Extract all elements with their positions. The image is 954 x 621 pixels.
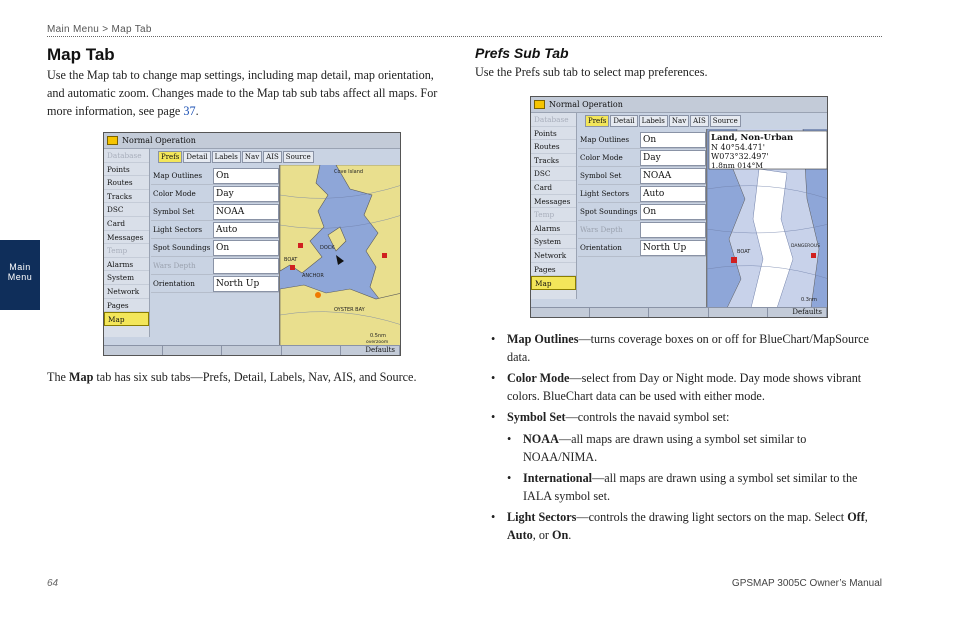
menu-item-pages[interactable]: Pages (104, 299, 149, 313)
nautical-chart-2 (707, 129, 828, 308)
chart-map-view-2 (706, 129, 828, 308)
bullet-bold: Map Outlines (507, 332, 579, 346)
manual-title: GPSMAP 3005C Owner’s Manual (731, 578, 882, 589)
bullet-noaa: • NOAA—all maps are drawn using a symbol set similar to NOAA/NIMA. (507, 432, 807, 464)
menu-item-routes[interactable]: Routes (104, 176, 149, 190)
setting-value-field[interactable]: On (213, 240, 279, 256)
setting-label: Light Sectors (580, 189, 630, 198)
setting-value-field[interactable]: On (640, 132, 706, 148)
screen-title-2: Normal Operation (549, 100, 623, 109)
setting-value-field[interactable]: North Up (640, 240, 706, 256)
softkey-1[interactable] (104, 346, 163, 355)
tab-detail[interactable]: Detail (183, 151, 210, 163)
section-subtitle: Prefs Sub Tab (475, 45, 569, 61)
page-number: 64 (47, 578, 59, 589)
chart-scale-label: 0.3nm (801, 297, 817, 303)
intro-text: Use the Map tab to change map settings, including map detail, map orientation, and automatic zoom. Changes made to the Map tab sub tabs affect all maps. For more information, see page (47, 68, 438, 118)
tab-labels[interactable]: Labels (639, 115, 668, 127)
chart-info-title: Land, Non-Urban (711, 133, 794, 143)
setting-label: Color Mode (580, 153, 623, 162)
setting-row (578, 203, 706, 221)
setting-label: Map Outlines (580, 135, 630, 144)
menu-item-pages[interactable]: Pages (531, 263, 576, 277)
softkey-2[interactable] (163, 346, 222, 355)
intro-paragraph (47, 66, 447, 120)
map-label-place2: DOCK (320, 245, 335, 251)
side-tab-line-2: Menu (7, 272, 33, 282)
bullet-bold: Symbol Set (507, 410, 566, 424)
menu-item-map[interactable]: Map (104, 312, 149, 326)
nautical-chart (280, 165, 401, 346)
bullet-text: —turns coverage boxes on or off for BlueChart/MapSource data. (507, 332, 869, 364)
bullet-text: , (864, 510, 868, 524)
softkey-1b[interactable] (531, 308, 590, 317)
bullet-light-sectors: • Light Sectors—controls the drawing light sectors on the map. Select Off, Auto, or On. (491, 510, 868, 542)
page-link[interactable]: 37 (183, 104, 196, 118)
menu-item-database[interactable]: Database (104, 149, 149, 163)
screen-title-bar-2 (531, 97, 827, 113)
map-label-place3: BOAT (284, 257, 298, 263)
setting-row (151, 221, 279, 239)
breadcrumb: Main Menu > Map Tab (47, 24, 152, 35)
chart-label-boat: BOAT (737, 249, 751, 255)
screen-settings-2 (578, 131, 706, 257)
softkey-3[interactable] (222, 346, 281, 355)
map-label-place4: ANCHOR (302, 273, 324, 279)
bullet-bold: Auto (507, 528, 533, 542)
chart-info-lon: W073°32.497' (711, 152, 769, 161)
side-tab-line-1: Main (9, 262, 31, 272)
bullet-international: • International—all maps are drawn using a symbol set similar to the IALA symbol set. (507, 471, 858, 503)
folder-icon (107, 136, 118, 145)
map-label-place1: Cove Island (334, 169, 364, 175)
bullet-bold: NOAA (523, 432, 559, 446)
setting-label: Map Outlines (153, 171, 203, 180)
menu-item-system[interactable]: System (531, 235, 576, 249)
setting-value-field[interactable]: On (213, 168, 279, 184)
tabs-caption (47, 368, 467, 386)
setting-value-field[interactable]: Auto (640, 186, 706, 202)
setting-value-field[interactable]: NOAA (213, 204, 279, 220)
defaults-softkey[interactable]: Defaults (341, 346, 400, 355)
menu-item-points[interactable]: Points (531, 127, 576, 141)
setting-label: Wars Depth (153, 261, 196, 270)
setting-row (151, 239, 279, 257)
setting-value-field[interactable]: Day (640, 150, 706, 166)
screen-sub-tabs (158, 151, 314, 163)
screen-sub-tabs-2 (585, 115, 741, 127)
page-title: Map Tab (47, 45, 115, 64)
bullet-text: , or (532, 528, 553, 542)
menu-item-temp[interactable]: Temp (104, 244, 149, 258)
bullet-text: —select from Day or Night mode. Day mode shows vibrant colors. BlueChart data can be used with either mode. (507, 371, 862, 403)
screen-main-menu-2 (531, 113, 577, 299)
menu-item-points[interactable]: Points (104, 163, 149, 177)
tab-source[interactable]: Source (283, 151, 314, 163)
setting-row (151, 275, 279, 293)
softkey-2b[interactable] (590, 308, 649, 317)
setting-label: Spot Soundings (580, 207, 638, 216)
setting-value-field[interactable]: Auto (213, 222, 279, 238)
setting-row (578, 239, 706, 257)
menu-item-card[interactable]: Card (104, 217, 149, 231)
chart-map-view (279, 165, 401, 346)
screenshot-map-prefs-zoomed (530, 96, 828, 318)
screen-softkeys-2 (531, 307, 827, 317)
screen-title-bar (104, 133, 400, 149)
setting-label: Symbol Set (153, 207, 195, 216)
bullet-symbol-set: • Symbol Set—controls the navaid symbol set: (491, 410, 730, 424)
setting-value-field[interactable] (640, 222, 706, 238)
setting-row (151, 203, 279, 221)
setting-label: Orientation (153, 279, 195, 288)
bullet-bold: Light Sectors (507, 510, 577, 524)
menu-item-network[interactable]: Network (531, 249, 576, 263)
bullet-map-outlines: • Map Outlines—turns coverage boxes on or off for BlueChart/MapSource data. (491, 332, 869, 364)
bullet-bold: On (552, 528, 569, 542)
menu-item-tracks[interactable]: Tracks (531, 154, 576, 168)
map-zoom-label: overzoom (366, 340, 389, 345)
menu-item-dsc[interactable]: DSC (531, 167, 576, 181)
intro-end: . (195, 104, 199, 118)
tab-nav[interactable]: Nav (242, 151, 262, 163)
bullet-bold: International (523, 471, 593, 485)
bullet-text: —controls the drawing light sectors on the map. Select (576, 510, 848, 524)
tab-labels[interactable]: Labels (212, 151, 241, 163)
setting-row (151, 257, 279, 275)
setting-label: Light Sectors (153, 225, 203, 234)
prefs-intro: Use the Prefs sub tab to select map preferences. (475, 65, 708, 79)
setting-row (578, 185, 706, 203)
menu-item-messages[interactable]: Messages (531, 195, 576, 209)
setting-row (578, 149, 706, 167)
menu-item-system[interactable]: System (104, 271, 149, 285)
screenshot-map-prefs-wide (103, 132, 401, 356)
chart-label-danger: DANGEROUS (791, 244, 820, 249)
folder-icon-2 (534, 100, 545, 109)
tab-nav[interactable]: Nav (669, 115, 689, 127)
setting-value-field[interactable]: On (640, 204, 706, 220)
setting-label: Orientation (580, 243, 622, 252)
menu-item-alarms[interactable]: Alarms (104, 258, 149, 272)
chart-info-lat: N 40°54.471' (711, 143, 765, 152)
tab-detail[interactable]: Detail (610, 115, 637, 127)
side-section-tab[interactable] (0, 240, 40, 310)
setting-label: Wars Depth (580, 225, 623, 234)
bullet-text: —all maps are drawn using a symbol set similar to NOAA/NIMA. (523, 432, 807, 464)
setting-label: Spot Soundings (153, 243, 211, 252)
screen-settings (151, 167, 279, 293)
setting-value-field[interactable]: North Up (213, 276, 279, 292)
menu-item-map[interactable]: Map (531, 276, 576, 290)
setting-label: Color Mode (153, 189, 196, 198)
setting-value-field[interactable] (213, 258, 279, 274)
setting-row (578, 131, 706, 149)
tab-ais[interactable]: AIS (263, 151, 282, 163)
defaults-softkey-2[interactable]: Defaults (768, 308, 827, 317)
softkey-4[interactable] (282, 346, 341, 355)
menu-item-temp[interactable]: Temp (531, 208, 576, 222)
menu-item-database[interactable]: Database (531, 113, 576, 127)
screen-title: Normal Operation (122, 136, 196, 145)
menu-item-tracks[interactable]: Tracks (104, 190, 149, 204)
screen-main-menu (104, 149, 150, 337)
map-label-place5: OYSTER BAY (334, 307, 365, 313)
menu-item-messages[interactable]: Messages (104, 231, 149, 245)
tab-prefs[interactable]: Prefs (158, 151, 182, 163)
bullet-text: —all maps are drawn using a symbol set similar to the IALA symbol set. (523, 471, 858, 503)
tab-prefs[interactable]: Prefs (585, 115, 609, 127)
bullet-bold: Color Mode (507, 371, 570, 385)
softkey-3b[interactable] (649, 308, 708, 317)
setting-value-field[interactable]: NOAA (640, 168, 706, 184)
setting-row (578, 167, 706, 185)
setting-row (151, 185, 279, 203)
header-rule (47, 36, 882, 37)
bullet-bold: Off (847, 510, 865, 524)
caption-pre: The (47, 370, 69, 384)
caption-post: tab has six sub tabs—Prefs, Detail, Labels, Nav, AIS, and Source. (93, 370, 417, 384)
menu-item-alarms[interactable]: Alarms (531, 222, 576, 236)
bullet-text: —controls the navaid symbol set: (565, 410, 730, 424)
chart-info-dist: 1.8nm 014°M (711, 161, 763, 170)
bullet-color-mode: • Color Mode—select from Day or Night mode. Day mode shows vibrant colors. BlueChart data can be used with either mode. (491, 371, 862, 403)
caption-bold: Map (69, 370, 94, 384)
bullet-text: . (568, 528, 572, 542)
setting-value-field[interactable]: Day (213, 186, 279, 202)
tab-source[interactable]: Source (710, 115, 741, 127)
map-scale-label: 0.5nm (370, 333, 386, 339)
menu-item-card[interactable]: Card (531, 181, 576, 195)
tab-ais[interactable]: AIS (690, 115, 709, 127)
screen-softkeys (104, 345, 400, 355)
menu-item-network[interactable]: Network (104, 285, 149, 299)
setting-label: Symbol Set (580, 171, 622, 180)
softkey-4b[interactable] (709, 308, 768, 317)
menu-item-routes[interactable]: Routes (531, 140, 576, 154)
menu-item-dsc[interactable]: DSC (104, 203, 149, 217)
setting-row (151, 167, 279, 185)
setting-row (578, 221, 706, 239)
